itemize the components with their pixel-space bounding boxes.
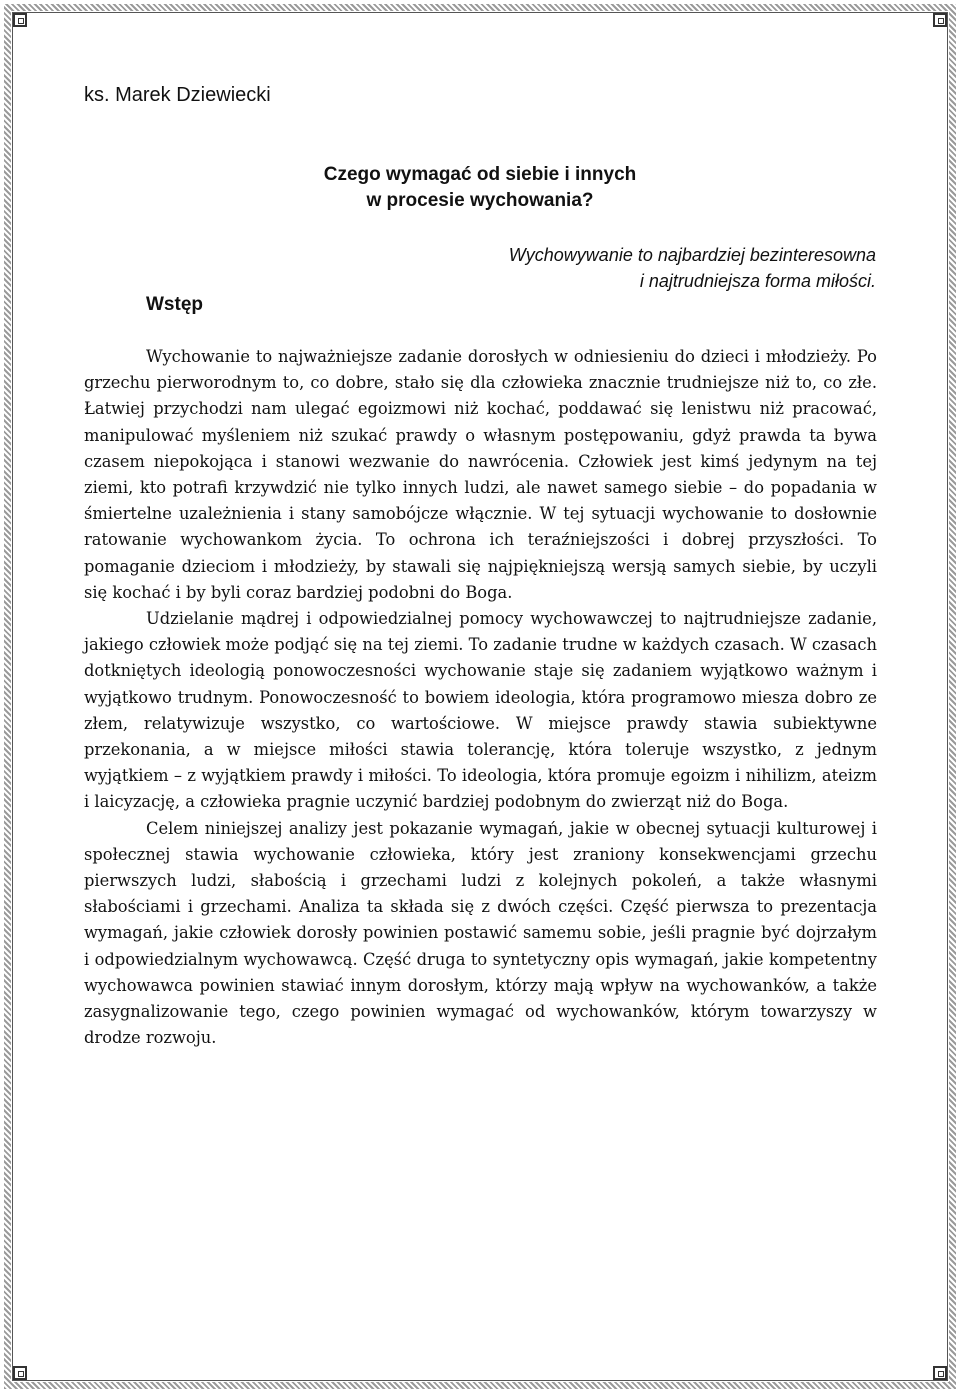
title-line-1: Czego wymagać od siebie i innych [323, 164, 637, 185]
corner-ornament [933, 1366, 947, 1380]
motto-quote [509, 242, 876, 294]
title-line-2: w procesie wychowania? [366, 190, 594, 211]
motto-line-2: i najtrudniejsza forma miłości. [639, 271, 876, 291]
section-heading: Wstęp [146, 294, 203, 315]
author-name: ks. Marek Dziewiecki [84, 84, 271, 106]
paragraph: Celem niniejszej analizy jest pokazanie wymagań, jakie w obecnej sytuacji kulturowej i społecznej stawia wychowanie człowieka, który jest zraniony konsekwencjami grzechu pierwszych ludzi, słabością i grzechami ludzi z kolejnych pokoleń, a także własnymi słabościami i grzechami. Analiza ta składa się z dwóch części. Część pierwsza to prezentacja wymagań, jakie człowiek dorosły powinien postawić samemu sobie, jeśli pragnie być dojrzałym i odpowiedzialnym wychowawcą. Część druga to syntetyczny opis wymagań, jakie kompetentny wychowawca powinien stawiać innym dorosłym, którzy mają wpływ na wychowanków, a także zasygnalizowanie tego, czego powinien wymagać od wychowanków, którym towarzyszy w drodze rozwoju. [84, 818, 877, 1048]
corner-ornament [933, 13, 947, 27]
body-text [84, 344, 877, 1051]
paragraph: Udzielanie mądrej i odpowiedzialnej pomocy wychowawczej to najtrudniejsze zadanie, jakiego człowiek może podjąć się na tej ziemi. To zadanie trudne w każdych czasach. W czasach dotkniętych ideologią ponowoczesności wychowanie staje się zadaniem wyjątkowo ważnym i wyjątkowo trudnym. Ponowoczesność to bowiem ideologia, która programowo miesza dobro ze złem, relatywizuje wszystko, co wartościowe. W miejsce prawdy stawia subiektywne przekonania, a w miejsce miłości stawia tolerancję, która toleruje wszystko, z jednym wyjątkiem – z wyjątkiem prawdy i miłości. To ideologia, która promuje egoizm i nihilizm, ateizm i laicyzację, a człowieka pragnie uczynić bardziej podobnym do zwierząt niż do Boga. [84, 609, 877, 812]
motto-line-1: Wychowywanie to najbardziej bezinteresowna [508, 245, 876, 265]
document-title [280, 162, 680, 214]
paragraph: Wychowanie to najważniejsze zadanie dorosłych w odniesieniu do dzieci i młodzieży. Po grzechu pierworodnym to, co dobre, stało się dla człowieka znacznie trudniejsze niż to, co złe. Łatwiej przychodzi nam ulegać egoizmowi niż kochać, poddawać się lenistwu niż pracować, manipulować myśleniem niż szukać prawdy o własnym postępowaniu, gdyż prawda ta bywa czasem niepokojąca i stanowi wezwanie do nawrócenia. Człowiek jest kimś jedynym na tej ziemi, kto potrafi krzywdzić nie tylko innych ludzi, ale nawet samego siebie – do popadania w śmiertelne uzależnienia i stany samobójcze włącznie. W tej sytuacji wychowanie to dosłownie ratowanie wychowankom życia. To ochrona ich teraźniejszości i dobrej przyszłości. To pomaganie dzieciom i młodzieży, by stawali się najpiękniejszą wersją samych siebie, by uczyli się kochać i by byli coraz bardziej podobni do Boga. [84, 347, 877, 602]
corner-ornament [13, 13, 27, 27]
corner-ornament [13, 1366, 27, 1380]
